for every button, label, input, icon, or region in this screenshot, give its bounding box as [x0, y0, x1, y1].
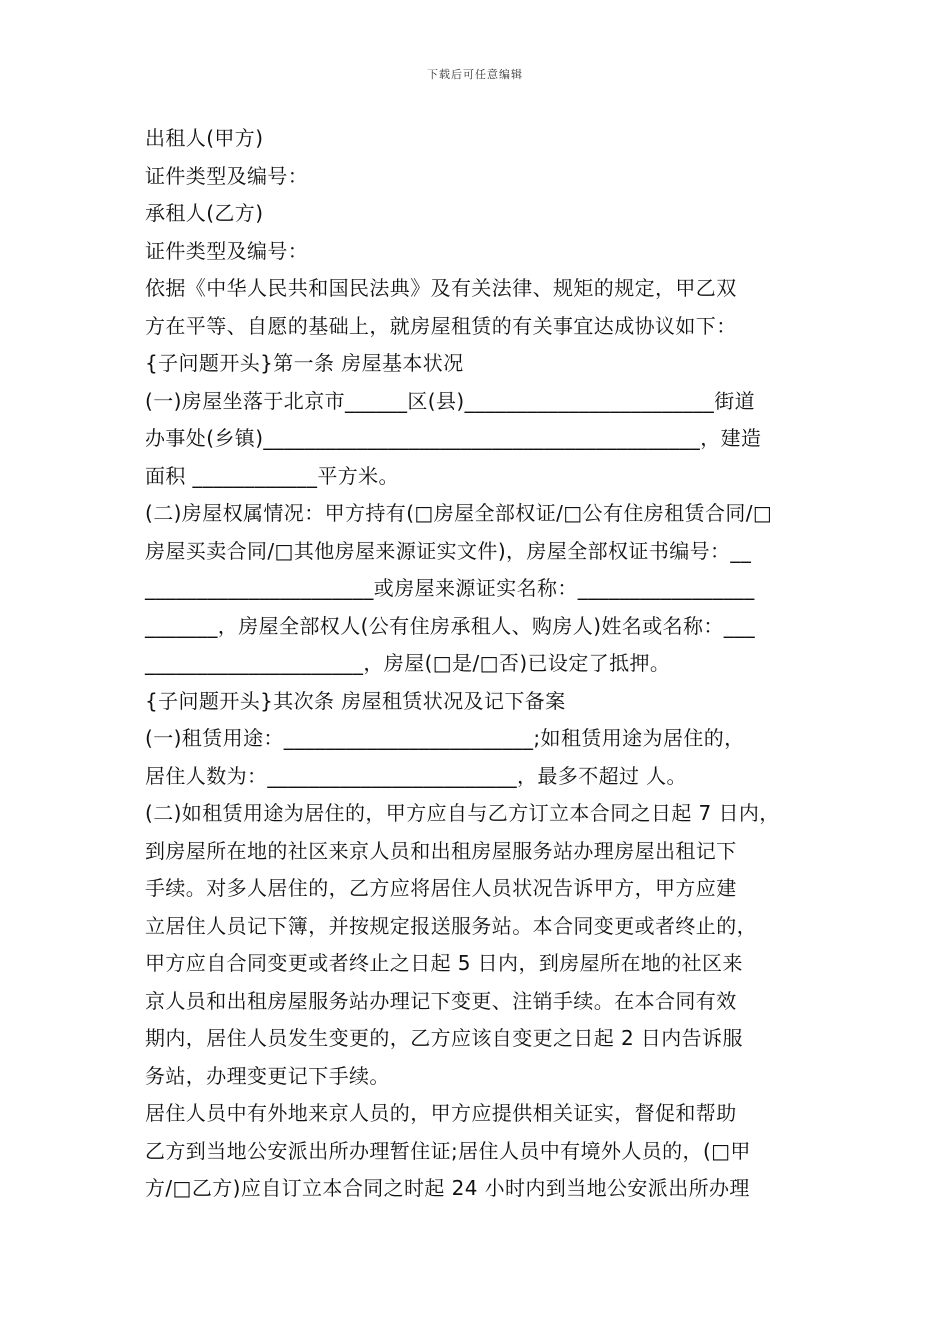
text-line: 方/□乙方)应自订立本合同之时起 24 小时内到当地公安派出所办理	[145, 1176, 750, 1200]
text-line: 方在平等、自愿的基础上，就房屋租赁的有关事宜达成协议如下：	[145, 313, 737, 338]
text-line: 手续。对多人居住的，乙方应将居住人员状况告诉甲方，甲方应建	[145, 876, 737, 900]
text-line: (二)如租赁用途为居住的，甲方应自与乙方订立本合同之日起 7 日内，	[145, 801, 780, 825]
text-line: 证件类型及编号：	[145, 238, 309, 263]
text-line: 房屋买卖合同/□其他房屋来源证实文件)，房屋全部权证书编号：__	[145, 538, 752, 563]
text-line: 居住人员中有外地来京人员的，甲方应提供相关证实，督促和帮助	[145, 1101, 737, 1125]
text-line: 出租人(甲方)	[145, 126, 264, 150]
text-line: 面积 ____________平方米。	[145, 463, 399, 488]
document-body	[145, 120, 815, 1208]
text-line: 依据《中华人民共和国民法典》及有关法律、规矩的规定，甲乙双	[145, 276, 737, 300]
text-line: ______________________或房屋来源证实名称：_________________	[145, 576, 755, 600]
text-line: (二)房屋权属情况：甲方持有(□房屋全部权证/□公有住房租赁合同/□	[145, 501, 773, 525]
text-line: 居住人数为：________________________，最多不超过 人。	[145, 763, 687, 788]
section-heading: {子问题开头}其次条 房屋租赁状况及记下备案	[145, 688, 566, 713]
text-line: 到房屋所在地的社区来京人员和出租房屋服务站办理房屋出租记下	[145, 838, 737, 863]
section-heading: {子问题开头}第一条 房屋基本状况	[145, 351, 464, 375]
text-line: (一)租赁用途：________________________;如租赁用途为居住的，	[145, 726, 745, 750]
text-line: 立居住人员记下簿，并按规定报送服务站。本合同变更或者终止的，	[145, 913, 757, 938]
text-line: 京人员和出租房屋服务站办理记下变更、注销手续。在本合同有效	[145, 988, 737, 1013]
page-header: 下载后可任意编辑	[427, 68, 523, 81]
text-line: (一)房屋坐落于北京市______区(县)________________________街道	[145, 388, 756, 413]
text-line: _____________________，房屋(□是/□否)已设定了抵押。	[145, 651, 671, 675]
text-line: 乙方到当地公安派出所办理暂住证;居住人员中有境外人员的，(□甲	[145, 1138, 751, 1163]
text-line: 甲方应自合同变更或者终止之日起 5 日内，到房屋所在地的社区来	[145, 951, 743, 975]
text-line: 期内，居住人员发生变更的，乙方应该自变更之日起 2 日内告诉服	[145, 1026, 743, 1050]
text-line: 证件类型及编号：	[145, 163, 309, 188]
text-line: 务站，办理变更记下手续。	[145, 1063, 390, 1088]
text-line: _______，房屋全部权人(公有住房承租人、购房人)姓名或名称：___	[145, 613, 756, 638]
text-line: 办事处(乡镇)__________________________________________，建造	[145, 426, 762, 450]
text-line: 承租人(乙方)	[145, 201, 264, 225]
